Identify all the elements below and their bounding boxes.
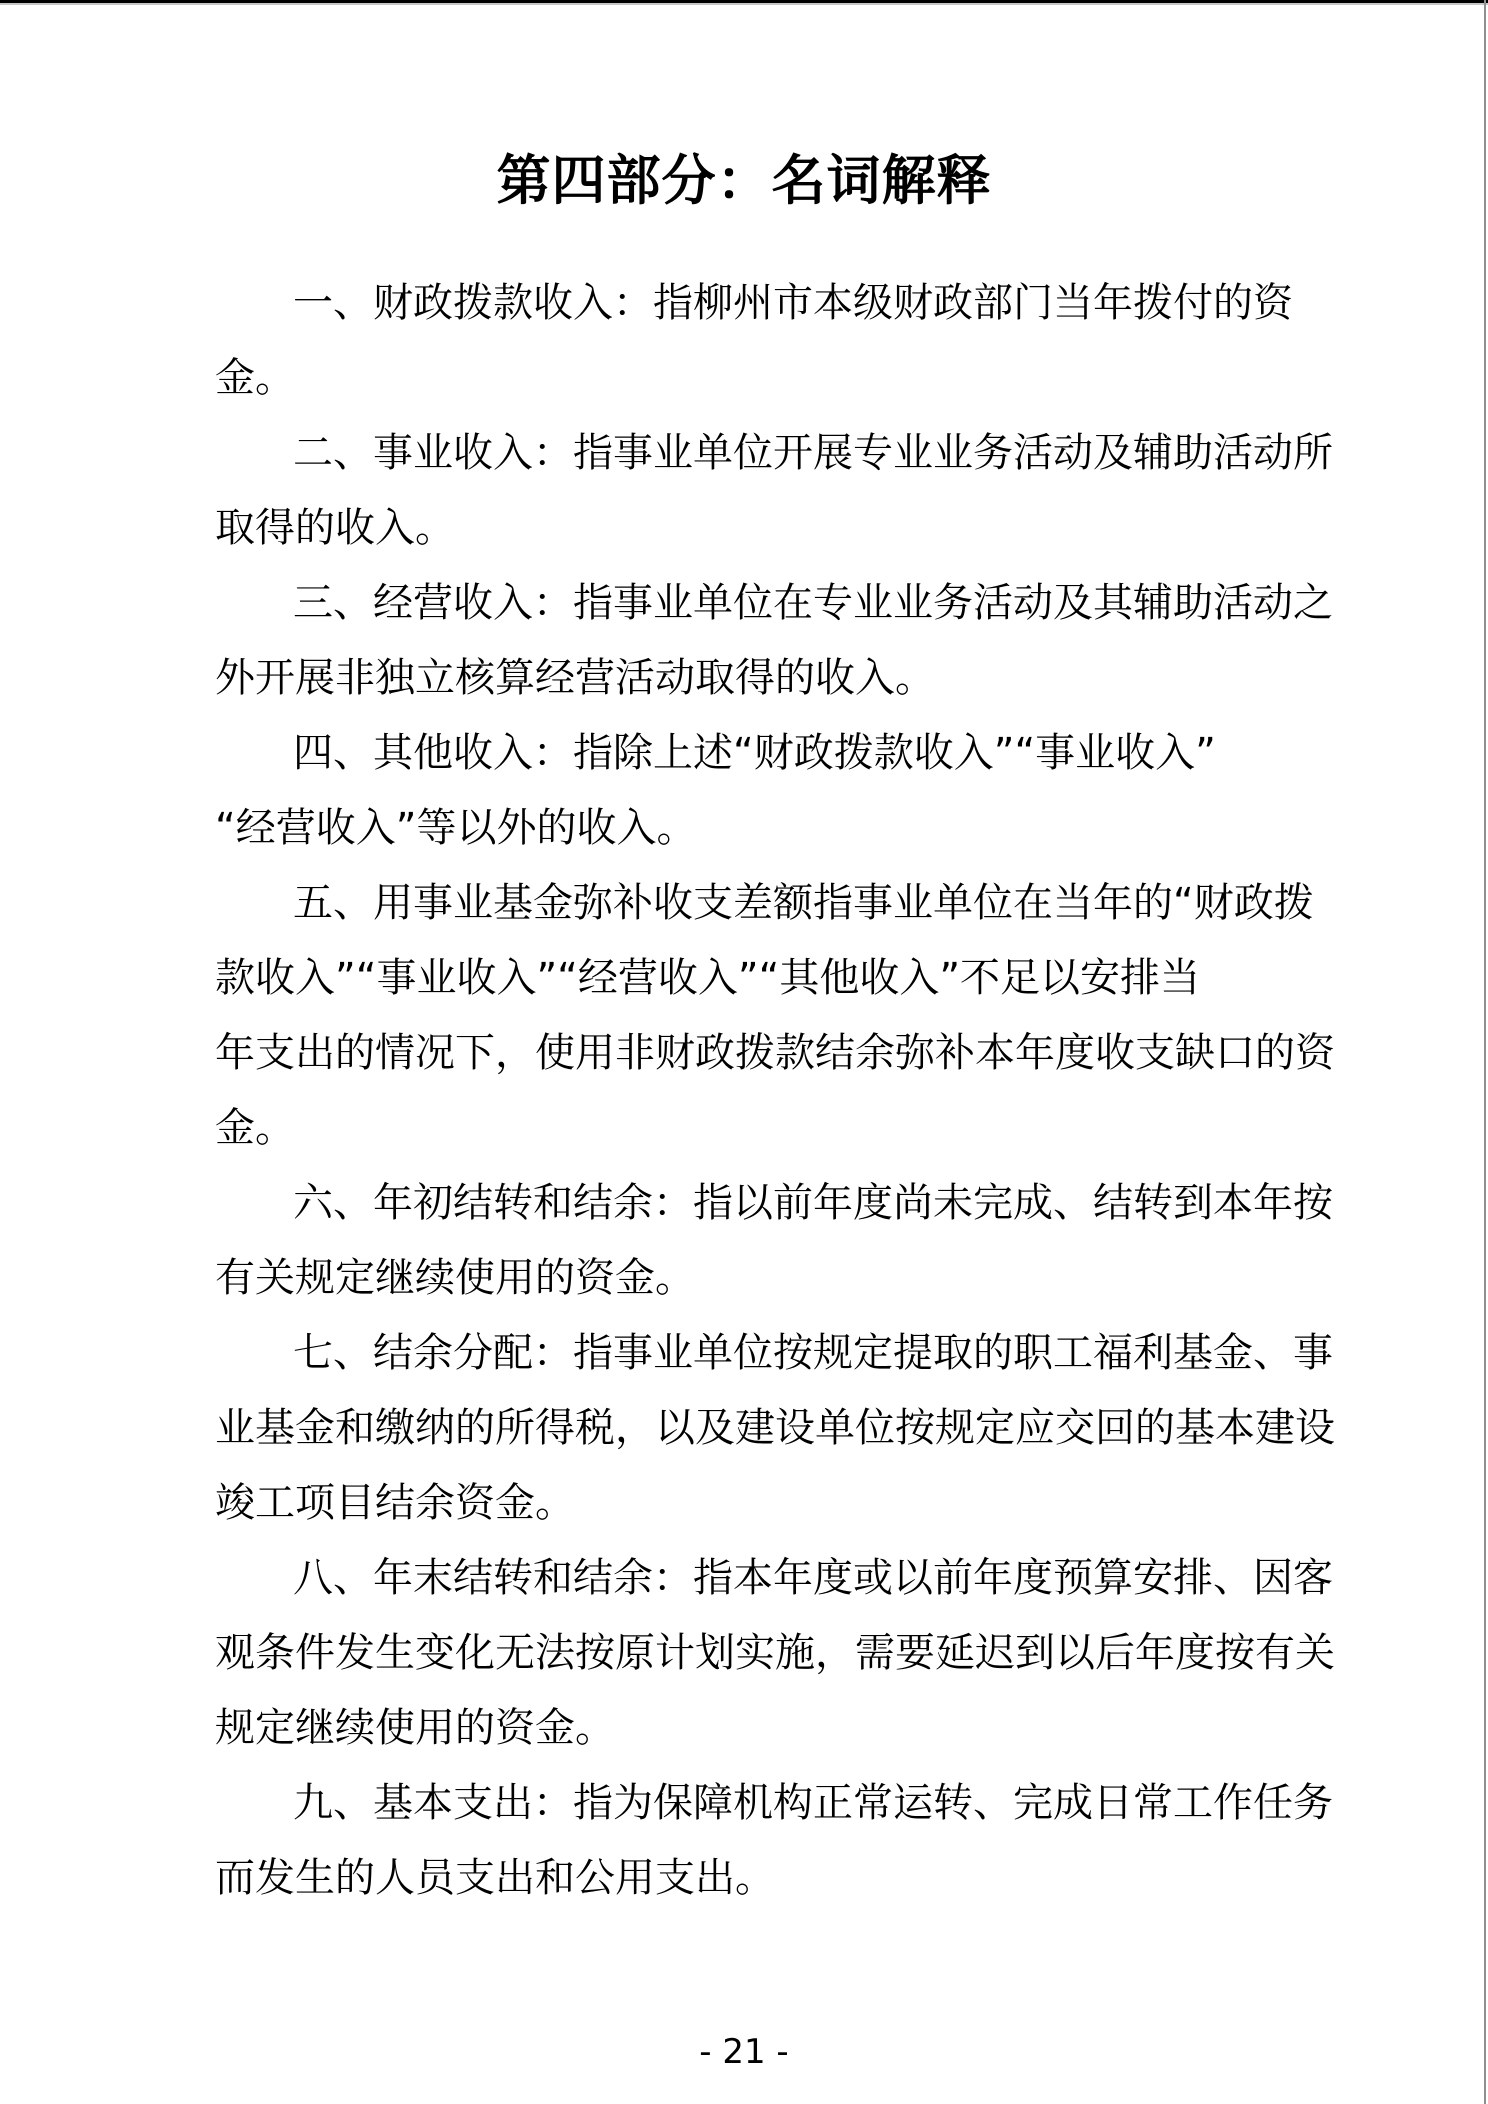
paragraph-line: 款收入”“事业收入”“经营收入”“其他收入”不足以安排当 — [215, 955, 1201, 1001]
paragraph-line: “经营收入”等以外的收入。 — [215, 805, 697, 851]
paragraph-line: 金。 — [215, 355, 295, 401]
page-top-border — [0, 0, 1488, 3]
page-title: 第四部分：名词解释 — [496, 149, 992, 212]
paragraph-line: 观条件发生变化无法按原计划实施，需要延迟到以后年度按有关 — [215, 1630, 1335, 1676]
paragraph — [215, 1166, 1333, 1316]
glossary-paragraphs — [215, 266, 1335, 1916]
paragraph-line: 三、经营收入：指事业单位在专业业务活动及其辅助活动之 — [293, 580, 1333, 626]
paragraph-line: 六、年初结转和结余：指以前年度尚未完成、结转到本年按 — [293, 1180, 1333, 1226]
paragraph — [215, 266, 1293, 416]
paragraph-line: 年支出的情况下，使用非财政拨款结余弥补本年度收支缺口的资 — [215, 1030, 1335, 1076]
paragraph-line: 四、其他收入：指除上述“财政拨款收入”“事业收入” — [293, 730, 1216, 776]
paragraph-line: 竣工项目结余资金。 — [215, 1480, 575, 1526]
paragraph — [215, 416, 1333, 566]
paragraph-line: 而发生的人员支出和公用支出。 — [215, 1855, 775, 1901]
paragraph — [215, 1766, 1333, 1916]
paragraph — [215, 866, 1335, 1166]
paragraph — [215, 716, 1285, 866]
page-number: - 21 - — [699, 2032, 789, 2072]
paragraph — [215, 1541, 1335, 1766]
paragraph-line: 取得的收入。 — [215, 505, 455, 551]
paragraph — [215, 566, 1333, 716]
paragraph-line: 五、用事业基金弥补收支差额指事业单位在当年的“财政拨 — [293, 880, 1314, 926]
paragraph-line: 有关规定继续使用的资金。 — [215, 1255, 695, 1301]
paragraph — [215, 1316, 1335, 1541]
paragraph-line: 外开展非独立核算经营活动取得的收入。 — [215, 655, 935, 701]
paragraph-line: 八、年末结转和结余：指本年度或以前年度预算安排、因客 — [293, 1555, 1333, 1601]
paragraph-line: 一、财政拨款收入：指柳州市本级财政部门当年拨付的资 — [293, 280, 1293, 326]
paragraph-line: 九、基本支出：指为保障机构正常运转、完成日常工作任务 — [293, 1780, 1333, 1826]
paragraph-line: 二、事业收入：指事业单位开展专业业务活动及辅助活动所 — [293, 430, 1333, 476]
paragraph-line: 规定继续使用的资金。 — [215, 1705, 615, 1751]
page-right-border — [1484, 0, 1486, 2104]
paragraph-line: 业基金和缴纳的所得税，以及建设单位按规定应交回的基本建设 — [215, 1405, 1335, 1451]
paragraph-line: 七、结余分配：指事业单位按规定提取的职工福利基金、事 — [293, 1330, 1333, 1376]
paragraph-line: 金。 — [215, 1105, 295, 1151]
